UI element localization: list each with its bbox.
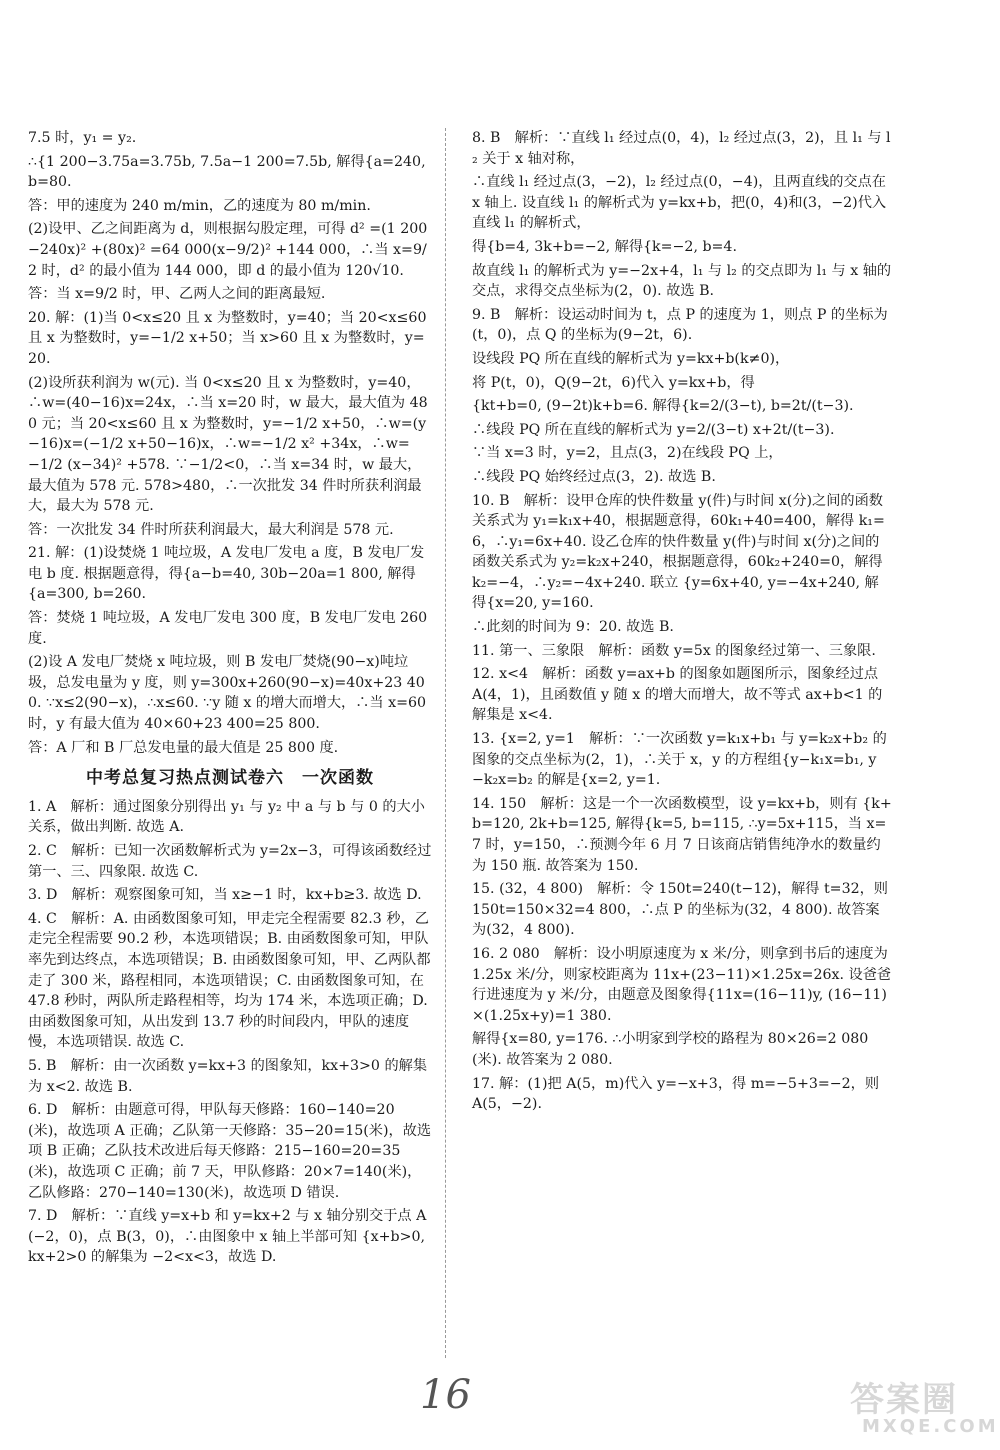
paragraph: {kt+b=0, (9−2t)k+b=6. 解得{k=2/(3−t), b=2t/(t−3).: [472, 398, 854, 415]
paragraph: 故直线 l₁ 的解析式为 y=−2x+4，l₁ 与 l₂ 的交点即为 l₁ 与 x 轴的交点，求得交点坐标为(2，0). 故选 B.: [472, 262, 892, 300]
paragraph: (2)设所获利润为 w(元). 当 0<x≤20 且 x 为整数时，y=40，∴w=(40−16)x=24x，∴当 x=20 时，w 最大，最大值为 480 元；当 20<x≤60 且 x 为整数时，y=−1/2 x+50，∴w=(y−16)x=(−1/2 x+50−16)x，∴w=−1/2 x² +34x，∴w=−1/2 (x−34)² +578. ∵−1/2<0，∴当 x=34 时，w 最大，最大值为 578 元. 578>480，∴一次批发 34 件时所获利润最大，最大为 578 元.: [28, 374, 428, 515]
paragraph: ∴线段 PQ 所在直线的解析式为 y=2/(3−t) x+2t/(t−3).: [472, 421, 835, 438]
paragraph: 10. B 解析：设甲仓库的快件数量 y(件)与时间 x(分)之间的函数关系式为 y₁=k₁x+40，根据题意得，60k₁+40=400，解得 k₁=6，∴y₁=6x+40. 设乙仓库的快件数量 y(件)与时间 x(分)之间的函数关系式为 y₂=k₂x+240，根据题意得，60k₂+240=0，解得 k₂=−4，∴y₂=−4x+240. 联立 {y=6x+40, y=−4x+240, 解得{x=20, y=160.: [472, 492, 885, 612]
paragraph: 得{b=4, 3k+b=−2, 解得{k=−2, b=4.: [472, 238, 737, 255]
left-column: [28, 128, 432, 1268]
paragraph: 13. {x=2, y=1 解析：∵一次函数 y=k₁x+b₁ 与 y=k₂x+b₂ 的图象的交点坐标为(2，1)，∴关于 x，y 的方程组{y−k₁x=b₁, y−k₂x=b₂ 的解是{x=2, y=1.: [472, 731, 887, 789]
paragraph: 将 P(t，0)，Q(9−2t，6)代入 y=kx+b，得: [472, 374, 755, 391]
paragraph: 答：一次批发 34 件时所获利润最大，最大利润是 578 元.: [28, 521, 394, 538]
watermark-main-text: 答案圈: [850, 1380, 958, 1420]
paragraph: 答：焚烧 1 吨垃圾，A 发电厂发电 300 度，B 发电厂发电 260 度.: [28, 610, 428, 647]
right-column: [472, 128, 892, 1115]
paragraph: 7. D 解析：∵直线 y=x+b 和 y=kx+2 与 x 轴分别交于点 A(−2，0)，点 B(3，0)，∴由图象中 x 轴上半部可知 {x+b>0, kx+2>0 的解集为 −2<x<3，故选 D.: [28, 1208, 427, 1266]
paragraph: 17. 解：(1)把 A(5，m)代入 y=−x+3，得 m=−5+3=−2，则 A(5，−2).: [472, 1075, 880, 1113]
paragraph: 3. D 解析：观察图象可知，当 x≥−1 时，kx+b≥3. 故选 D.: [28, 887, 422, 904]
paragraph: 6. D 解析：由题意可得，甲队每天修路：160−140=20(米)，故选项 A 正确；乙队第一天修路：35−20=15(米)，故选项 B 正确；乙队技术改进后每天修路：215−160=20=35(米)，故选项 C 正确；前 7 天，甲队修路：20×7=140(米)，乙队修路：270−140=130(米)，故选项 D 错误.: [28, 1102, 432, 1201]
paragraph: 答：A 厂和 B 厂总发电量的最大值是 25 800 度.: [28, 739, 339, 756]
paragraph: 12. x<4 解析：函数 y=ax+b 的图象如题图所示，图象经过点 A(4，1)，且函数值 y 随 x 的增大而增大，故不等式 ax+b<1 的解集是 x<4.: [472, 666, 883, 724]
paragraph: 5. B 解析：由一次函数 y=kx+3 的图象知，kx+3>0 的解集为 x<2. 故选 B.: [28, 1057, 428, 1095]
watermark-logo: [850, 1372, 999, 1442]
paragraph: ∴此刻的时间为 9：20. 故选 B.: [472, 619, 674, 636]
paragraph: 20. 解：(1)当 0<x≤20 且 x 为整数时，y=40；当 20<x≤60 且 x 为整数时，y=−1/2 x+50；当 x>60 且 x 为整数时，y=20.: [28, 309, 427, 367]
column-divider: [445, 128, 446, 1358]
paragraph: 15. (32，4 800) 解析：令 150t=240(t−12)，解得 t=32，则 150t=150×32=4 800，∴点 P 的坐标为(32，4 800). 故答案为(32，4 800).: [472, 881, 888, 939]
paragraph: 4. C 解析：A. 由函数图象可知，甲走完全程需要 82.3 秒，乙走完全程需要 90.2 秒，本选项错误；B. 由函数图象可知，甲队率先到达终点，本选项错误；B. 由函数图象可知，甲、乙两队都走了 300 米，路程相同，本选项错误；C. 由函数图象可知，在 47.8 秒时，两队所走路程相等，均为 174 米，本选项正确；D. 由函数图象可知，从出发到 13.7 秒的时间段内，甲队的速度慢，本选项错误. 故选 C.: [28, 910, 431, 1051]
paragraph: 8. B 解析：∵直线 l₁ 经过点(0，4)，l₂ 经过点(3，2)，且 l₁ 与 l₂ 关于 x 轴对称，: [472, 130, 891, 167]
paragraph: 解得{x=80, y=176. ∴小明家到学校的路程为 80×26=2 080(米). 故答案为 2 080.: [472, 1031, 869, 1068]
paragraph: 11. 第一、三象限 解析：函数 y=5x 的图象经过第一、三象限.: [472, 642, 876, 659]
page-number: 16: [420, 1372, 471, 1418]
paragraph: (2)设 A 发电厂焚烧 x 吨垃圾，则 B 发电厂焚烧(90−x)吨垃圾，总发电量为 y 度，则 y=300x+260(90−x)=40x+23 400. ∵x≤2(90−x)，∴x≤60. ∵y 随 x 的增大而增大，∴当 x=60 时，y 有最大值为 40×60+23 400=25 800.: [28, 654, 427, 733]
paragraph: 答：当 x=9/2 时，甲、乙两人之间的距离最短.: [28, 286, 326, 303]
paragraph: ∵当 x=3 时，y=2，且点(3，2)在线段 PQ 上，: [472, 445, 783, 462]
paragraph: (2)设甲、乙之间距离为 d，则根据勾股定理，可得 d² =(1 200 −240x)² +(80x)² =64 000(x−9/2)² +144 000，∴当 x=9/2 时，d² 的最小值为 144 000，即 d 的最小值为 120√10.: [28, 221, 428, 279]
paragraph: 7.5 时，y₁ = y₂.: [28, 130, 137, 146]
paragraph: 2. C 解析：已知一次函数解析式为 y=2x−3，可得该函数经过第一、三、四象限. 故选 C.: [28, 843, 432, 880]
paragraph: 21. 解：(1)设焚烧 1 吨垃圾，A 发电厂发电 a 度，B 发电厂发电 b 度. 根据题意得，得{a−b=40, 30b−20a=1 800, 解得{a=300, b=260.: [28, 545, 425, 603]
paragraph: ∴直线 l₁ 经过点(3，−2)，l₂ 经过点(0，−4)，且两直线的交点在 x 轴上. 设直线 l₁ 的解析式为 y=kx+b，把(0，4)和(3，−2)代入直线 l₁ 的解析式，: [472, 174, 887, 232]
section-title: 中考总复习热点测试卷六 一次函数: [86, 768, 374, 789]
paragraph: 14. 150 解析：这是一个一次函数模型，设 y=kx+b，则有 {k+b=120, 2k+b=125, 解得{k=5, b=115, ∴y=5x+115，当 x=7 时，y=150，∴预测今年 6 月 7 日该商店销售纯净水的数量约为 150 瓶. 故答案为 150.: [472, 795, 892, 874]
paragraph: 16. 2 080 解析：设小明原速度为 x 米/分，则拿到书后的速度为 1.25x 米/分，则家校距离为 11x+(23−11)×1.25x=26x. 设爸爸行进速度为 y 米/分，由题意及图象得{11x=(16−11)y, (16−11)×(1.25x+y)=1 380.: [472, 945, 892, 1024]
paragraph: 设线段 PQ 所在直线的解析式为 y=kx+b(k≠0)，: [472, 350, 790, 367]
paragraph: 1. A 解析：通过图象分别得出 y₁ 与 y₂ 中 a 与 b 与 0 的大小关系，做出判断. 故选 A.: [28, 798, 425, 836]
paragraph: ∴线段 PQ 始终经过点(3，2). 故选 B.: [472, 468, 716, 485]
paragraph: 答：甲的速度为 240 m/min，乙的速度为 80 m/min.: [28, 197, 371, 214]
paragraph: ∴{1 200−3.75a=3.75b, 7.5a−1 200=7.5b, 解得{a=240, b=80.: [28, 153, 426, 191]
paragraph: 9. B 解析：设运动时间为 t，点 P 的速度为 1，则点 P 的坐标为(t，0)，点 Q 的坐标为(9−2t，6).: [472, 306, 888, 344]
watermark-url: MXQE.COM: [862, 1416, 999, 1437]
